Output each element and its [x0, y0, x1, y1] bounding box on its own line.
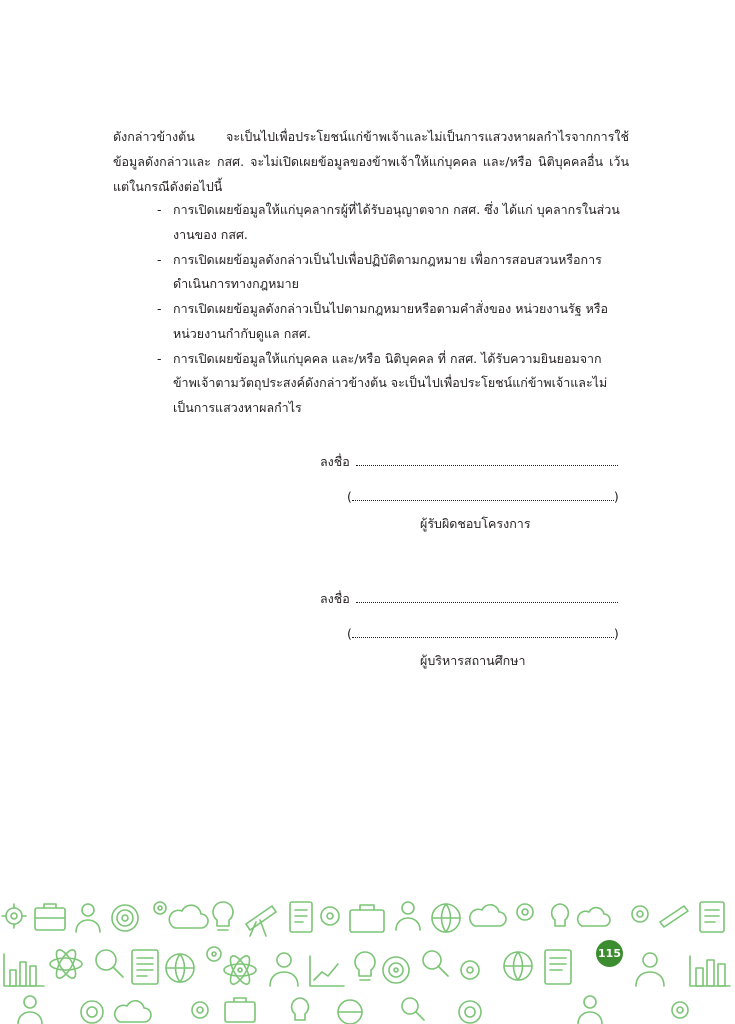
condition-list	[157, 198, 625, 421]
atom-icon	[50, 947, 82, 981]
list-item	[157, 347, 625, 421]
list-item	[157, 198, 625, 247]
document-icon	[290, 902, 312, 932]
signature-line[interactable]	[320, 452, 618, 472]
bullet-dash: -	[157, 251, 162, 267]
signature-dotted-field[interactable]	[356, 591, 618, 603]
globe-icon	[432, 904, 460, 932]
paren-close: )	[613, 489, 619, 504]
bullet-dash: -	[157, 301, 162, 316]
footer-icon-pattern	[0, 894, 735, 1024]
chart-icon	[4, 954, 44, 986]
magnifier-icon	[96, 950, 123, 977]
signature-dotted-field[interactable]	[356, 454, 618, 466]
list-item-text: การเปิดเผยข้อมูลให้แก่บุคลากรผู้ที่ได้รับอนุญาตจาก กสศ. ซึ่ง ได้แก่ บุคลากรในส่วนงานของ กสศ.	[173, 202, 620, 242]
briefcase-icon	[225, 998, 255, 1022]
document-icon	[700, 902, 724, 932]
globe-icon	[504, 952, 532, 980]
paren-close: )	[613, 626, 619, 641]
lightbulb-icon	[355, 952, 375, 980]
magnifier-icon	[423, 951, 448, 976]
signature-line[interactable]	[320, 589, 618, 609]
document-icon	[545, 950, 571, 984]
gear-icon	[517, 904, 533, 920]
person-icon	[76, 904, 100, 932]
chart-icon	[310, 956, 344, 986]
name-dotted-field[interactable]	[352, 489, 614, 501]
paren-open: (	[347, 489, 352, 504]
atom-icon	[224, 953, 256, 987]
list-item-text: การเปิดเผยข้อมูลให้แก่บุคคล และ/หรือ นิติบุคคล ที่ กสศ. ได้รับความยินยอมจากข้าพเจ้าตามวัตถุประสงค์ดังกล่าวข้างต้น จะเป็นไปเพื่อประโยชน์แก่ข้าพเจ้าและไม่เป็นการแสวงหาผลกำไร	[173, 350, 608, 415]
bullet-dash: -	[157, 350, 162, 366]
lightbulb-icon	[292, 998, 309, 1020]
cloud-icon	[470, 905, 506, 926]
gear-icon	[672, 1002, 688, 1018]
gear-icon	[154, 902, 166, 914]
intro-paragraph: ดังกล่าวข้างต้น จะเป็นไปเพื่อประโยชน์แก่ข้าพเจ้าและไม่เป็นการแสวงหาผลกำไรจากการใช้ข้อมูลดังกล่าวและ กสศ. จะไม่เปิดเผยข้อมูลของข้าพเจ้าให้แก่บุคคล และ/หรือ นิติบุคคลอื่น เว้นแต่ในกรณีดังต่อไปนี้	[113, 129, 629, 194]
printed-name-line[interactable]	[347, 626, 619, 641]
list-item-text: การเปิดเผยข้อมูลดังกล่าวเป็นไปเพื่อปฏิบัติตามกฎหมาย เพื่อการสอบสวนหรือการดำเนินการทางกฎหมาย	[173, 251, 602, 291]
signer-role: ผู้รับผิดชอบโครงการ	[420, 516, 531, 531]
person-icon	[270, 953, 298, 986]
briefcase-icon	[350, 905, 384, 932]
magnifier-icon	[402, 998, 424, 1020]
person-icon	[578, 996, 602, 1024]
cloud-icon	[578, 908, 610, 926]
cloud-icon	[115, 1001, 151, 1022]
signer-role: ผู้บริหารสถานศึกษา	[420, 653, 526, 668]
target-icon	[383, 957, 409, 983]
target-icon	[81, 1001, 103, 1023]
sign-label: ลงชื่อ	[320, 454, 350, 469]
list-item	[157, 297, 625, 346]
bullet-dash: -	[157, 202, 162, 217]
briefcase-icon	[35, 904, 65, 930]
document-icon	[132, 950, 158, 984]
sign-label: ลงชื่อ	[320, 591, 350, 606]
target-icon	[459, 1001, 481, 1023]
list-item-text: การเปิดเผยข้อมูลดังกล่าวเป็นไปตามกฎหมายหรือตามคำสั่งของ หน่วยงานรัฐ หรือหน่วยงานกำกับดูแล กสศ.	[173, 301, 609, 341]
page-number-badge: 115	[596, 940, 623, 967]
telescope-icon	[660, 906, 688, 927]
gear-icon	[461, 961, 479, 979]
paren-open: (	[347, 626, 352, 641]
gear-icon	[192, 1002, 208, 1018]
target-icon	[112, 905, 138, 931]
gear-icon	[2, 904, 26, 928]
telescope-icon	[246, 906, 276, 936]
lightbulb-icon	[213, 902, 233, 930]
chart-icon	[690, 956, 730, 986]
gear-icon	[207, 947, 221, 961]
person-icon	[18, 996, 42, 1024]
globe-icon	[166, 954, 194, 982]
name-dotted-field[interactable]	[352, 626, 614, 638]
gear-icon	[321, 907, 339, 925]
person-icon	[636, 953, 664, 986]
list-item	[157, 248, 625, 297]
lightbulb-icon	[552, 904, 569, 926]
gear-icon	[632, 906, 648, 922]
cloud-icon	[169, 905, 208, 928]
person-icon	[396, 902, 420, 930]
globe-icon	[338, 1000, 362, 1024]
printed-name-line[interactable]	[347, 489, 619, 504]
